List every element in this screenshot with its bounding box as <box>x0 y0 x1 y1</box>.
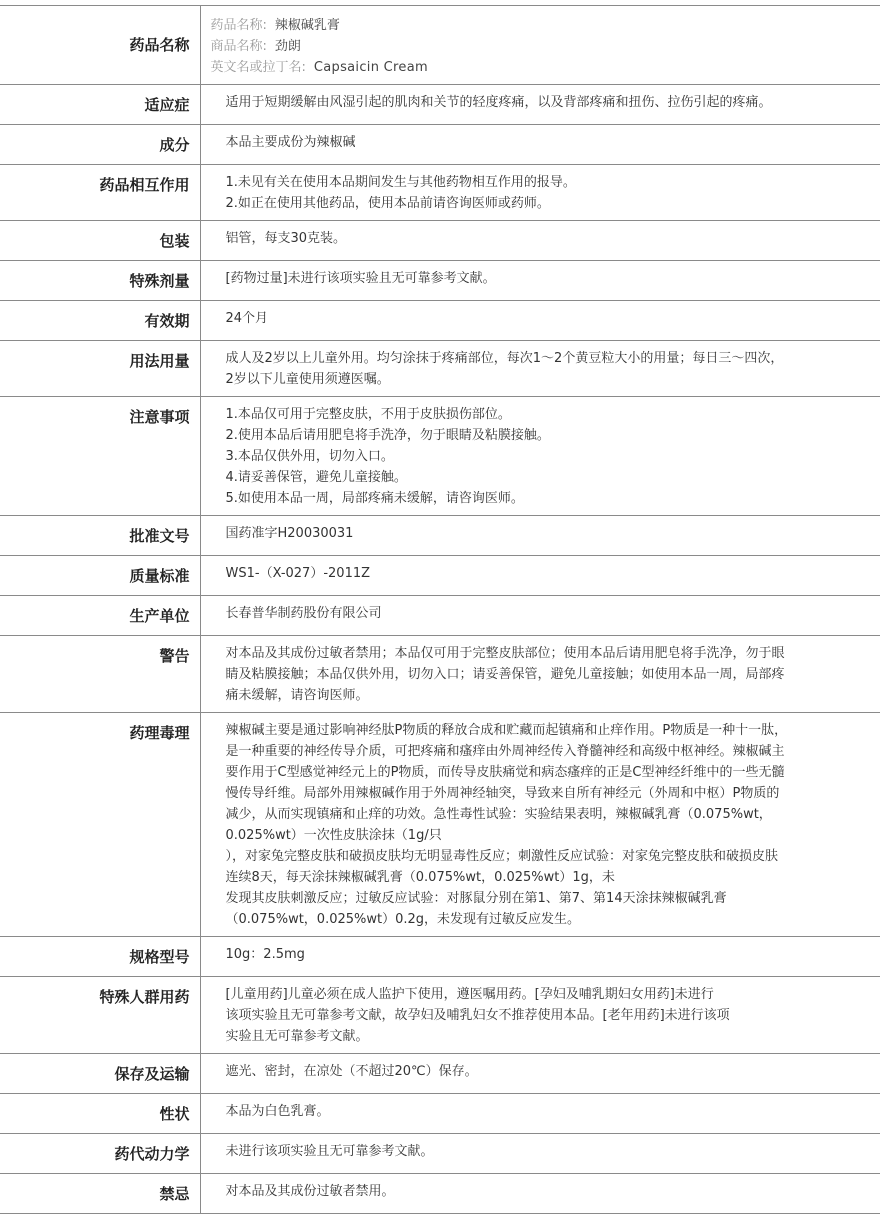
row-value <box>200 1134 880 1174</box>
row-contraindications <box>0 1174 880 1214</box>
drug-info-rows <box>0 6 880 1214</box>
row-value-line: 本品主要成份为辣椒碱 <box>225 135 356 150</box>
row-value-line: WS1-（X-027）-2011Z <box>225 566 371 581</box>
row-label: 用法用量 <box>0 341 200 397</box>
drug-info-sheet <box>0 5 880 1214</box>
row-value-line: 2.使用本品后请用肥皂将手洗净，勿于眼睛及粘膜接触。 <box>225 428 550 443</box>
row-pharmacology <box>0 713 880 937</box>
row-value <box>200 937 880 977</box>
row-label: 警告 <box>0 636 200 713</box>
row-label: 特殊剂量 <box>0 261 200 301</box>
latin-name-value: Capsaicin Cream <box>313 60 428 75</box>
row-label: 批准文号 <box>0 516 200 556</box>
row-value <box>200 397 880 516</box>
row-appearance <box>0 1094 880 1134</box>
drug-info-table <box>0 5 880 1214</box>
row-label: 规格型号 <box>0 937 200 977</box>
row-label: 注意事项 <box>0 397 200 516</box>
row-standard <box>0 556 880 596</box>
row-value <box>200 977 880 1054</box>
row-storage <box>0 1054 880 1094</box>
row-value-line: 4.请妥善保管，避免儿童接触。 <box>225 470 407 485</box>
row-label: 特殊人群用药 <box>0 977 200 1054</box>
row-label: 禁忌 <box>0 1174 200 1214</box>
drug-name-line <box>211 15 861 36</box>
row-value-line: 辣椒碱主要是通过影响神经肽P物质的释放合成和贮藏而起镇痛和止痒作用。P物质是一种十一肽，是一种重要的神经传导介质，可把疼痛和瘙痒由外周神经传入脊髓神经和高级中枢神经。辣椒碱主要作用于C型感觉神经元上的P物质，而传导皮肤痛觉和病态瘙痒的正是C型神经纤维中的一些无髓慢传导纤维。局部外用辣椒碱作用于外周神经轴突，导致来自所有神经元（外周和中枢）P物质的减少，从而实现镇痛和止痒的功效。急性毒性试验：实验结果表明，辣椒碱乳膏（0.075%wt，0.025%wt）一次性皮肤涂抹（1g/只 <box>225 723 788 843</box>
row-expiry <box>0 301 880 341</box>
row-value-line: 5.如使用本品一周，局部疼痛未缓解，请咨询医师。 <box>225 491 524 506</box>
row-interactions <box>0 165 880 221</box>
row-value-line: 成人及2岁以上儿童外用。均匀涂抹于疼痛部位，每次1～2个黄豆粒大小的用量；每日三～四次，2岁以下儿童使用须遵医嘱。 <box>225 351 784 387</box>
row-value-line: [药物过量]未进行该项实验且无可靠参考文献。 <box>225 271 496 286</box>
row-value-line: ），对家兔完整皮肤和破损皮肤均无明显毒性反应；刺激性反应试验：对家兔完整皮肤和破损皮肤连续8天，每天涂抹辣椒碱乳膏（0.075%wt，0.025%wt）1g，未 <box>225 849 779 885</box>
row-value-line: 未进行该项实验且无可靠参考文献。 <box>225 1144 434 1159</box>
row-value-line: 实验且无可靠参考文献。 <box>225 1029 369 1044</box>
row-value <box>200 1054 880 1094</box>
row-value <box>200 6 880 85</box>
latin-name-key: 英文名或拉丁名: <box>210 60 306 75</box>
row-packaging <box>0 221 880 261</box>
row-value-line: 本品为白色乳膏。 <box>225 1104 330 1119</box>
row-value-line: 2.如正在使用其他药品，使用本品前请咨询医师或药师。 <box>225 196 550 211</box>
row-value-line: 10g：2.5mg <box>225 947 305 962</box>
row-label: 药品相互作用 <box>0 165 200 221</box>
row-value-line: 对本品及其成份过敏者禁用；本品仅可用于完整皮肤部位；使用本品后请用肥皂将手洗净，勿于眼睛及粘膜接触；本品仅供外用，切勿入口；请妥善保管，避免儿童接触；如使用本品一周，局部疼痛未缓解，请咨询医师。 <box>225 646 785 703</box>
row-value <box>200 341 880 397</box>
row-label: 性状 <box>0 1094 200 1134</box>
row-value-line: 遮光、密封，在凉处（不超过20℃）保存。 <box>225 1064 478 1079</box>
row-value <box>200 301 880 341</box>
row-value-line: 该项实验且无可靠参考文献，故孕妇及哺乳妇女不推荐使用本品。[老年用药]未进行该项 <box>225 1008 730 1023</box>
row-overdose <box>0 261 880 301</box>
row-dosage <box>0 341 880 397</box>
row-value-line: 长春普华制药股份有限公司 <box>225 606 382 621</box>
row-label: 包装 <box>0 221 200 261</box>
row-manufacturer <box>0 596 880 636</box>
row-precautions <box>0 397 880 516</box>
row-label: 成分 <box>0 125 200 165</box>
row-value <box>200 165 880 221</box>
row-value <box>200 636 880 713</box>
row-value-line: 3.本品仅供外用，切勿入口。 <box>225 449 394 464</box>
row-label: 质量标准 <box>0 556 200 596</box>
row-special-populations <box>0 977 880 1054</box>
row-value-line: 1.本品仅可用于完整皮肤，不用于皮肤损伤部位。 <box>225 407 511 422</box>
row-value <box>200 596 880 636</box>
row-value-line: 铝管，每支30克装。 <box>225 231 347 246</box>
drug-name-key: 药品名称: <box>210 18 267 33</box>
row-value <box>200 85 880 125</box>
row-warning <box>0 636 880 713</box>
row-value <box>200 516 880 556</box>
row-value-line: 24个月 <box>225 311 269 326</box>
row-pharmacokinetics <box>0 1134 880 1174</box>
row-value-line: 对本品及其成份过敏者禁用。 <box>225 1184 395 1199</box>
row-label: 生产单位 <box>0 596 200 636</box>
row-value <box>200 261 880 301</box>
trade-name-line <box>211 36 861 57</box>
trade-name-key: 商品名称: <box>210 39 267 54</box>
row-ingredients <box>0 125 880 165</box>
row-value <box>200 1094 880 1134</box>
trade-name-value: 劲朗 <box>274 39 301 54</box>
row-label: 有效期 <box>0 301 200 341</box>
latin-name-line <box>211 57 861 78</box>
row-value <box>200 1174 880 1214</box>
drug-name-value: 辣椒碱乳膏 <box>274 18 340 33</box>
row-value-line: [儿童用药]儿童必须在成人监护下使用，遵医嘱用药。[孕妇及哺乳期妇女用药]未进行 <box>225 987 714 1002</box>
row-label: 药代动力学 <box>0 1134 200 1174</box>
row-value-line: 适用于短期缓解由风湿引起的肌肉和关节的轻度疼痛，以及背部疼痛和扭伤、拉伤引起的疼痛。 <box>225 95 772 110</box>
row-approval <box>0 516 880 556</box>
row-value <box>200 713 880 937</box>
row-label: 药理毒理 <box>0 713 200 937</box>
row-value <box>200 556 880 596</box>
row-value-line: 国药准字H20030031 <box>225 526 354 541</box>
row-specification <box>0 937 880 977</box>
row-label: 适应症 <box>0 85 200 125</box>
row-value-line: 发现其皮肤刺激反应；过敏反应试验：对豚鼠分别在第1、第7、第14天涂抹辣椒碱乳膏（0.075%wt，0.025%wt）0.2g，未发现有过敏反应发生。 <box>225 891 727 927</box>
row-names <box>0 6 880 85</box>
row-indication <box>0 85 880 125</box>
row-value <box>200 125 880 165</box>
row-label: 保存及运输 <box>0 1054 200 1094</box>
row-value <box>200 221 880 261</box>
row-value-line: 1.未见有关在使用本品期间发生与其他药物相互作用的报导。 <box>225 175 576 190</box>
row-label: 药品名称 <box>0 6 200 85</box>
